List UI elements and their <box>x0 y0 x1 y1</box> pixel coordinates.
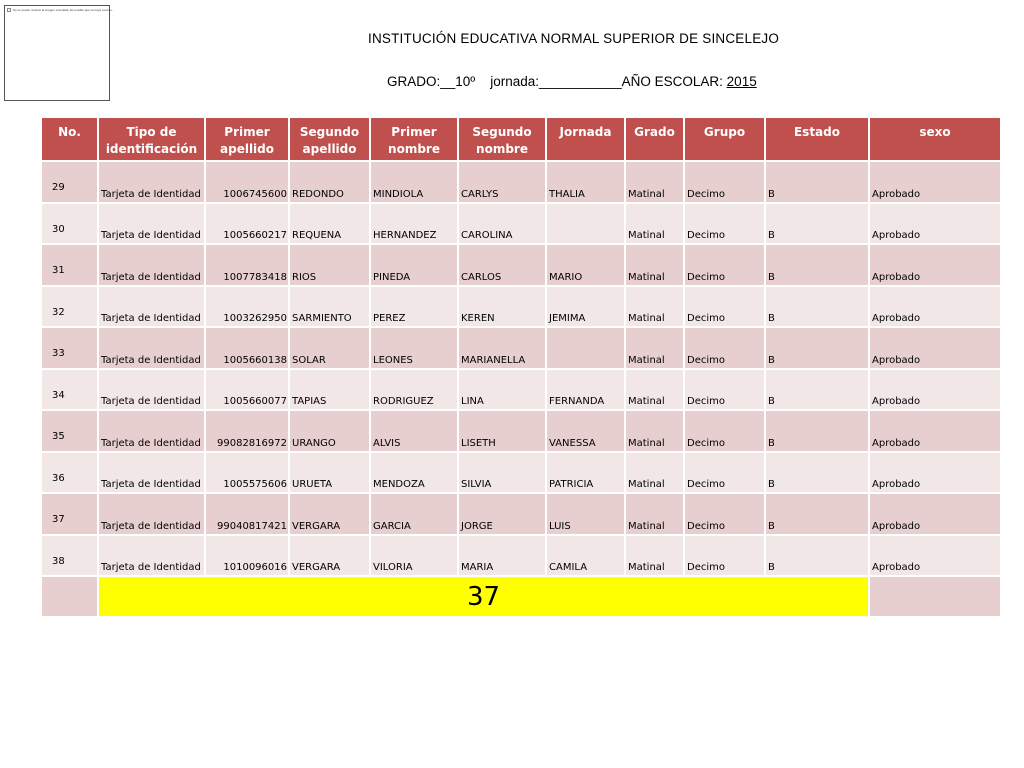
cell-segundo-nombre: CAMILA <box>546 535 625 577</box>
cell-segundo-nombre <box>546 327 625 369</box>
cell-primer-nombre: JORGE <box>458 493 546 535</box>
broken-image-notice <box>7 8 114 12</box>
cell-documento: 99082816972 <box>205 410 289 452</box>
cell-documento: 1005660217 <box>205 203 289 245</box>
cell-no: 32 <box>41 286 98 328</box>
cell-jornada: Matinal <box>625 327 684 369</box>
cell-jornada: Matinal <box>625 410 684 452</box>
cell-estado: Aprobado <box>869 244 1001 286</box>
cell-grado: Decimo <box>684 493 765 535</box>
cell-no: 31 <box>41 244 98 286</box>
table-row <box>41 327 1001 369</box>
table-row <box>41 203 1001 245</box>
cell-no: 37 <box>41 493 98 535</box>
cell-jornada: Matinal <box>625 452 684 494</box>
cell-grupo: B <box>765 244 869 286</box>
cell-tipo: Tarjeta de Identidad <box>98 452 205 494</box>
cell-primer-apellido: SOLAR <box>289 327 370 369</box>
cell-grado: Decimo <box>684 327 765 369</box>
column-header-primer-nombre: Primer nombre <box>370 117 458 161</box>
cell-primer-apellido: REQUENA <box>289 203 370 245</box>
table-row <box>41 161 1001 203</box>
cell-estado: Aprobado <box>869 493 1001 535</box>
cell-estado: Aprobado <box>869 161 1001 203</box>
cell-tipo: Tarjeta de Identidad <box>98 369 205 411</box>
anio-value: 2015 <box>726 74 757 89</box>
cell-grupo: B <box>765 410 869 452</box>
cell-grado: Decimo <box>684 161 765 203</box>
cell-no: 29 <box>41 161 98 203</box>
total-row <box>41 576 1001 617</box>
cell-grado: Decimo <box>684 452 765 494</box>
jornada-label: jornada: <box>490 74 540 89</box>
cell-no: 38 <box>41 535 98 577</box>
cell-segundo-nombre: THALIA <box>546 161 625 203</box>
cell-segundo-apellido: PEREZ <box>370 286 458 328</box>
cell-primer-nombre: MARIA <box>458 535 546 577</box>
cell-documento: 1007783418 <box>205 244 289 286</box>
cell-no: 34 <box>41 369 98 411</box>
cell-segundo-nombre: MARIO <box>546 244 625 286</box>
cell-grado: Decimo <box>684 286 765 328</box>
cell-segundo-nombre: FERNANDA <box>546 369 625 411</box>
cell-estado: Aprobado <box>869 369 1001 411</box>
column-header-no: No. <box>41 117 98 161</box>
cell-primer-nombre: SILVIA <box>458 452 546 494</box>
cell-tipo: Tarjeta de Identidad <box>98 493 205 535</box>
cell-documento: 1005575606 <box>205 452 289 494</box>
cell-grado: Decimo <box>684 369 765 411</box>
grado-label: GRADO: <box>387 74 441 89</box>
column-header-estado: Estado <box>765 117 869 161</box>
cell-no: 30 <box>41 203 98 245</box>
cell-grado: Decimo <box>684 410 765 452</box>
broken-image-icon <box>7 8 11 12</box>
cell-primer-nombre: MARIANELLA <box>458 327 546 369</box>
column-header-sexo: sexo <box>869 117 1001 161</box>
cell-grupo: B <box>765 203 869 245</box>
table-row <box>41 286 1001 328</box>
cell-estado: Aprobado <box>869 452 1001 494</box>
cell-segundo-apellido: MENDOZA <box>370 452 458 494</box>
cell-primer-nombre: CARLOS <box>458 244 546 286</box>
cell-primer-nombre: KEREN <box>458 286 546 328</box>
cell-segundo-apellido: ALVIS <box>370 410 458 452</box>
cell-primer-apellido: VERGARA <box>289 535 370 577</box>
cell-primer-nombre: LINA <box>458 369 546 411</box>
cell-grupo: B <box>765 327 869 369</box>
cell-documento: 1003262950 <box>205 286 289 328</box>
table-row <box>41 452 1001 494</box>
cell-segundo-apellido: MINDIOLA <box>370 161 458 203</box>
table-row <box>41 410 1001 452</box>
column-header-segundo-nombre: Segundo nombre <box>458 117 546 161</box>
cell-estado: Aprobado <box>869 286 1001 328</box>
logo-image-placeholder <box>4 5 115 101</box>
cell-primer-apellido: URANGO <box>289 410 370 452</box>
cell-no: 35 <box>41 410 98 452</box>
cell-no: 33 <box>41 327 98 369</box>
cell-segundo-nombre: JEMIMA <box>546 286 625 328</box>
cell-grupo: B <box>765 535 869 577</box>
cell-primer-apellido: VERGARA <box>289 493 370 535</box>
cell-estado: Aprobado <box>869 203 1001 245</box>
total-row-left-cell <box>41 576 98 617</box>
cell-grado: Decimo <box>684 203 765 245</box>
cell-primer-apellido: REDONDO <box>289 161 370 203</box>
cell-segundo-apellido: LEONES <box>370 327 458 369</box>
table-row <box>41 493 1001 535</box>
cell-jornada: Matinal <box>625 161 684 203</box>
cell-grupo: B <box>765 286 869 328</box>
column-header-jornada: Jornada <box>546 117 625 161</box>
cell-segundo-apellido: PINEDA <box>370 244 458 286</box>
cell-tipo: Tarjeta de Identidad <box>98 535 205 577</box>
cell-documento: 1010096016 <box>205 535 289 577</box>
grado-value: __10º <box>440 74 476 89</box>
cell-grupo: B <box>765 369 869 411</box>
cell-primer-nombre: CARLYS <box>458 161 546 203</box>
broken-image-text: No se puede mostrar la imagen vinculada. Es posible que se haya movido... <box>13 8 115 12</box>
table-row <box>41 535 1001 577</box>
cell-primer-nombre: CAROLINA <box>458 203 546 245</box>
cell-tipo: Tarjeta de Identidad <box>98 161 205 203</box>
cell-segundo-apellido: RODRIGUEZ <box>370 369 458 411</box>
cell-grado: Decimo <box>684 535 765 577</box>
cell-jornada: Matinal <box>625 244 684 286</box>
cell-segundo-nombre <box>546 203 625 245</box>
cell-documento: 1005660138 <box>205 327 289 369</box>
table-header-row <box>41 117 1001 161</box>
cell-tipo: Tarjeta de Identidad <box>98 286 205 328</box>
cell-documento: 1006745600 <box>205 161 289 203</box>
column-header-grupo: Grupo <box>684 117 765 161</box>
table-row <box>41 369 1001 411</box>
total-row-right-cell <box>869 576 1001 617</box>
cell-segundo-apellido: HERNANDEZ <box>370 203 458 245</box>
cell-segundo-apellido: VILORIA <box>370 535 458 577</box>
column-header-tipo: Tipo de identificación <box>98 117 205 161</box>
cell-segundo-nombre: PATRICIA <box>546 452 625 494</box>
cell-segundo-nombre: VANESSA <box>546 410 625 452</box>
table-row <box>41 244 1001 286</box>
cell-estado: Aprobado <box>869 410 1001 452</box>
cell-jornada: Matinal <box>625 203 684 245</box>
cell-primer-apellido: SARMIENTO <box>289 286 370 328</box>
cell-no: 36 <box>41 452 98 494</box>
cell-estado: Aprobado <box>869 535 1001 577</box>
cell-documento: 1005660077 <box>205 369 289 411</box>
cell-documento: 99040817421 <box>205 493 289 535</box>
total-count: 37 <box>98 576 869 617</box>
jornada-value: ___________ <box>539 74 622 89</box>
column-header-grado: Grado <box>625 117 684 161</box>
cell-segundo-nombre: LUIS <box>546 493 625 535</box>
cell-primer-apellido: URUETA <box>289 452 370 494</box>
page-title: INSTITUCIÓN EDUCATIVA NORMAL SUPERIOR DE SINCELEJO <box>368 31 780 46</box>
cell-jornada: Matinal <box>625 493 684 535</box>
cell-tipo: Tarjeta de Identidad <box>98 203 205 245</box>
cell-jornada: Matinal <box>625 535 684 577</box>
class-info <box>387 74 757 89</box>
cell-grupo: B <box>765 493 869 535</box>
cell-segundo-apellido: GARCIA <box>370 493 458 535</box>
cell-tipo: Tarjeta de Identidad <box>98 327 205 369</box>
anio-label: AÑO ESCOLAR: <box>621 74 727 89</box>
cell-tipo: Tarjeta de Identidad <box>98 244 205 286</box>
student-table <box>40 116 1002 618</box>
cell-primer-nombre: LISETH <box>458 410 546 452</box>
column-header-segundo-apellido: Segundo apellido <box>289 117 370 161</box>
cell-grupo: B <box>765 161 869 203</box>
cell-grupo: B <box>765 452 869 494</box>
cell-primer-apellido: RIOS <box>289 244 370 286</box>
cell-jornada: Matinal <box>625 369 684 411</box>
cell-jornada: Matinal <box>625 286 684 328</box>
cell-grado: Decimo <box>684 244 765 286</box>
column-header-primer-apellido: Primer apellido <box>205 117 289 161</box>
cell-estado: Aprobado <box>869 327 1001 369</box>
cell-tipo: Tarjeta de Identidad <box>98 410 205 452</box>
cell-primer-apellido: TAPIAS <box>289 369 370 411</box>
